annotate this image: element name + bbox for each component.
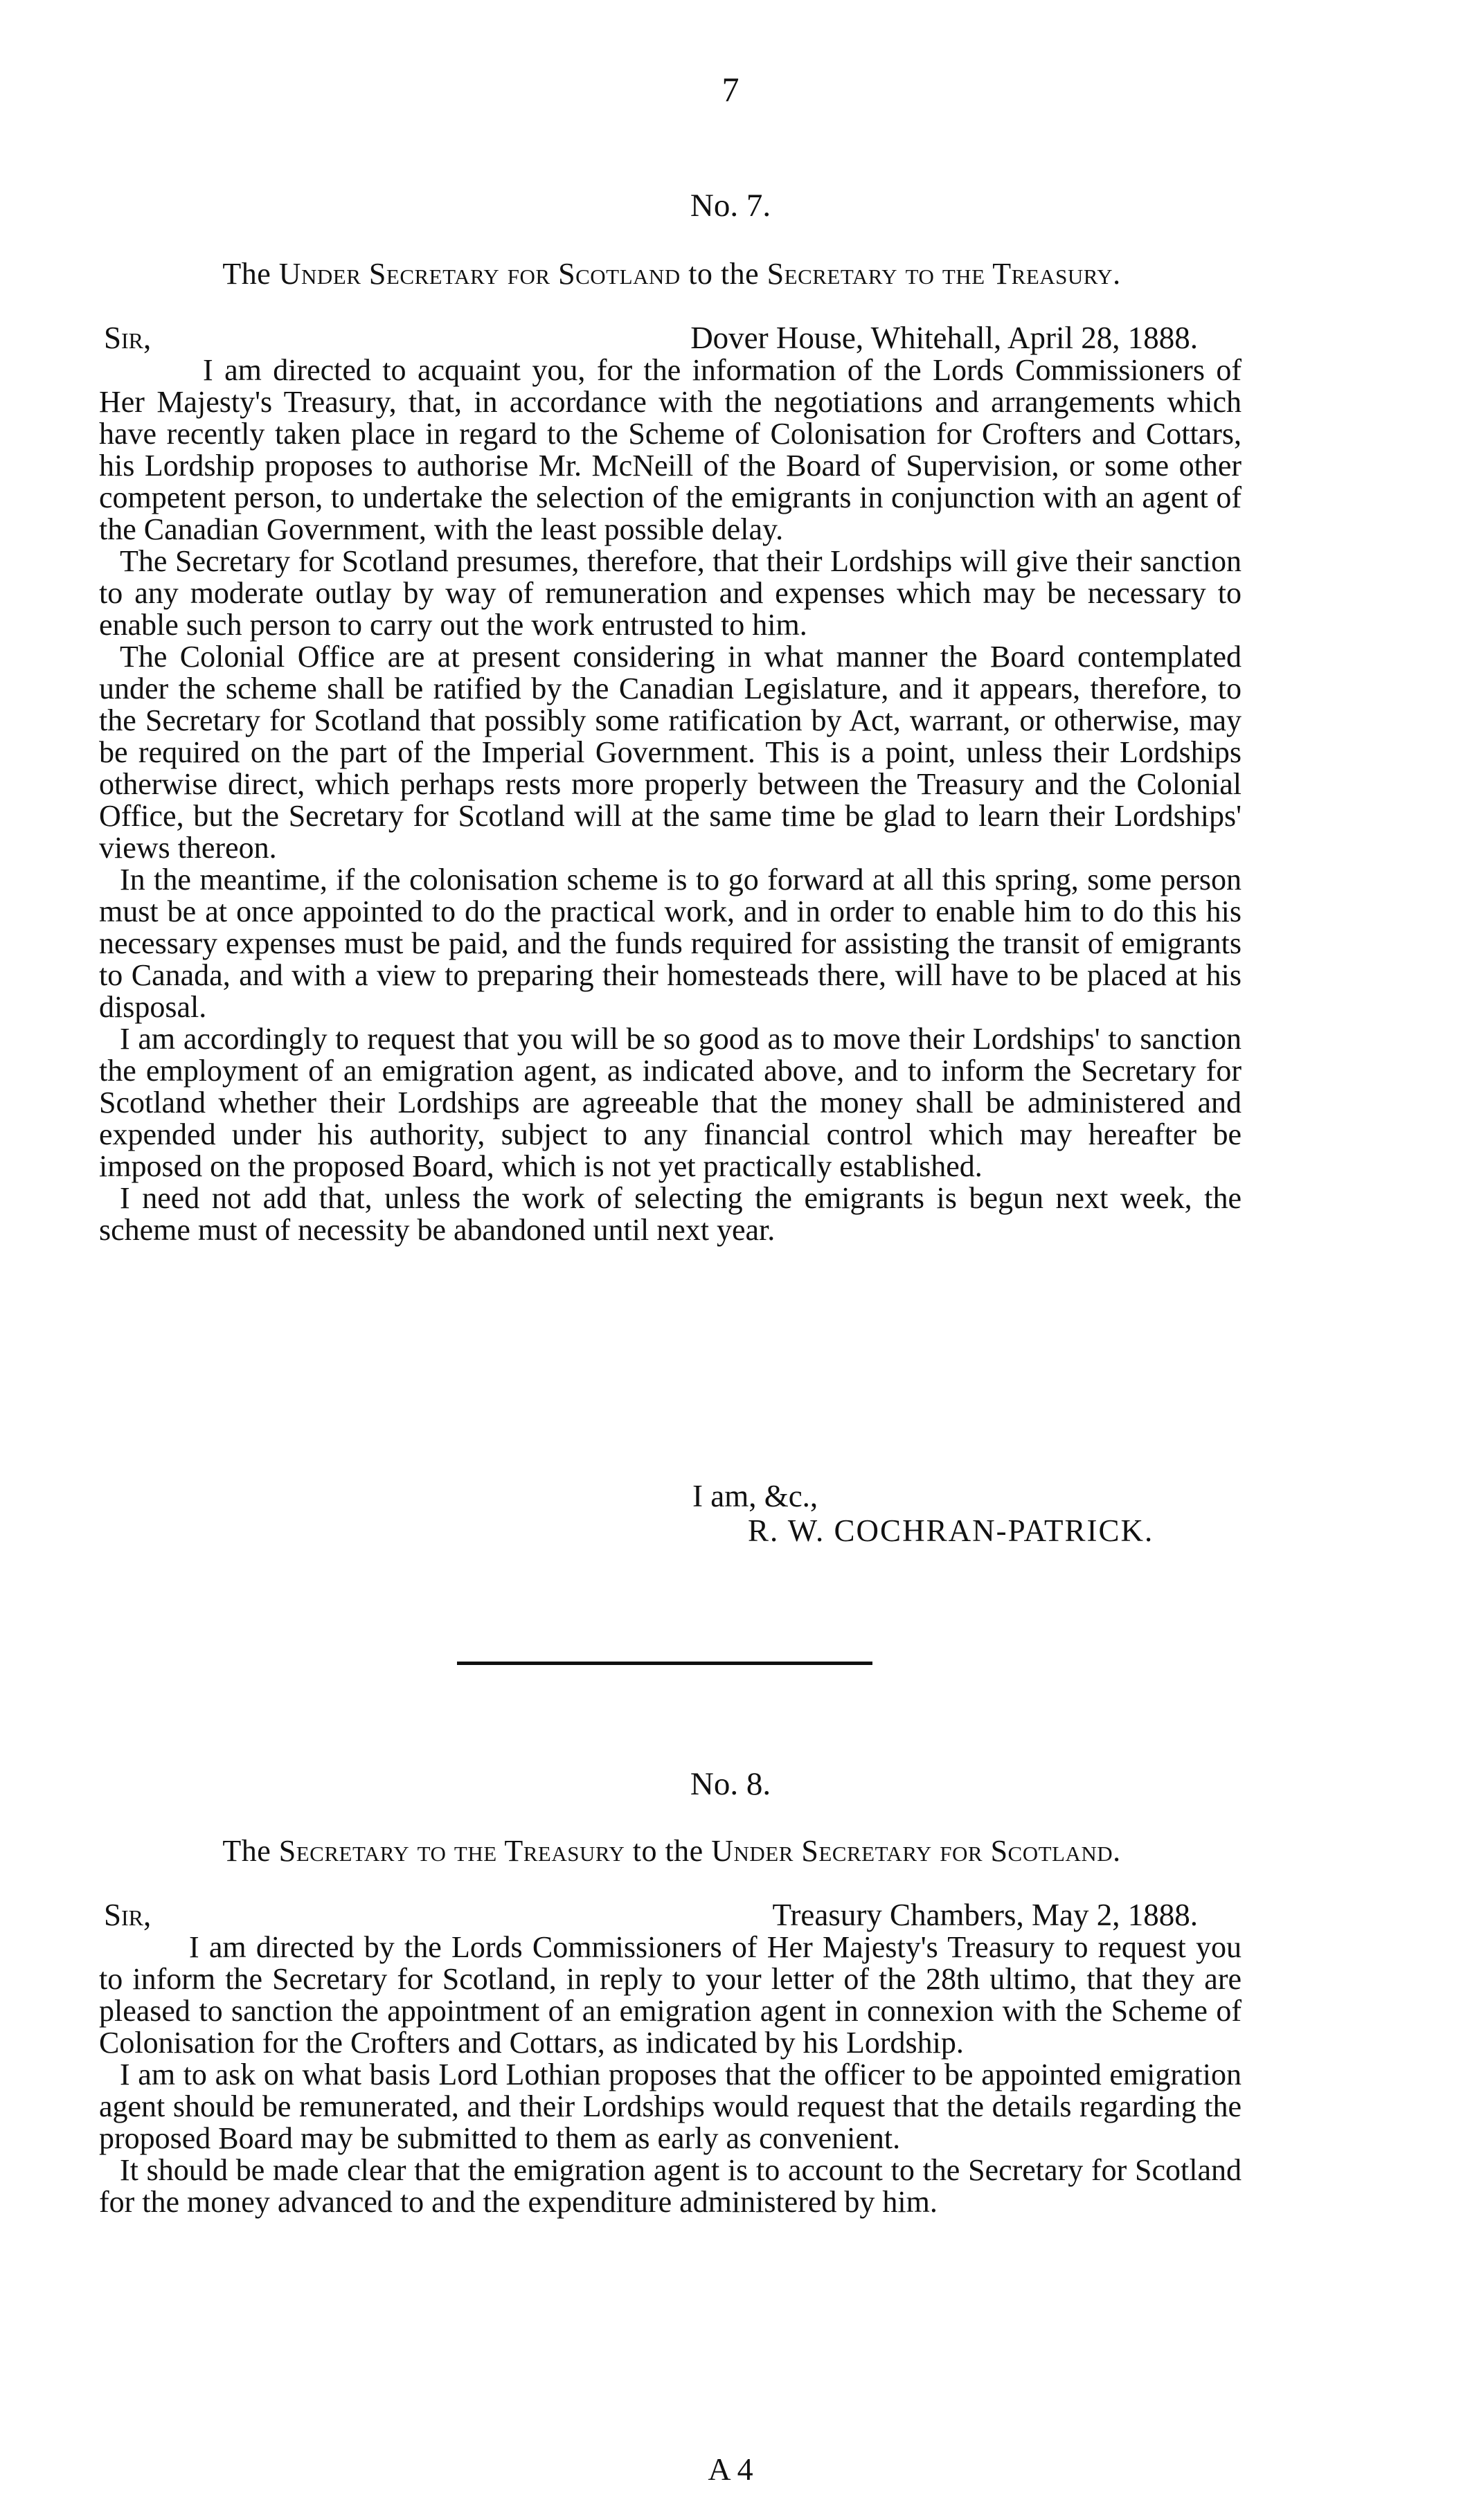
signature-mark: A 4 (708, 2451, 753, 2487)
heading-to: Secretary to the Treasury. (767, 257, 1121, 291)
heading-pre: The (222, 1834, 271, 1868)
dateline: Dover House, Whitehall, April 28, 1888. (690, 321, 1198, 355)
heading-to: Under Secretary for Scotland. (711, 1834, 1121, 1868)
page-number: 7 (721, 70, 740, 109)
salutation: Sir, (104, 1898, 152, 1932)
paragraph: It should be made clear that the emigration agent is to account to the Secretary for Scotland for the money advanced to and the expenditure administered by him. (99, 2153, 1242, 2219)
paragraph: I am directed by the Lords Commissioners of Her Majesty's Treasury to request you to inform the Secretary for Scotland, in reply to your letter of the 28th ultimo, that they are pleased to sanction the appointment of an emigration agent in connexion with the Scheme of Colonisation for the Crofters and Cottars, as indicated by his Lordship. (99, 1930, 1242, 2060)
section-divider (457, 1662, 872, 1665)
heading-mid: to the (688, 257, 760, 291)
heading-pre: The (222, 257, 271, 291)
paragraph: I am directed to acquaint you, for the information of the Lords Commissioners of Her Majesty's Treasury, that, in accordance with the negotiations and arrangements which have recently taken place in regard to the Scheme of Colonisation for Crofters and Cottars, his Lordship proposes to authorise Mr. McNeill of the Board of Supervision, or some other competent person, to undertake the selection of the emigrants in conjunction with an agent of the Canadian Government, with the least possible delay. (99, 353, 1242, 546)
letter-7-number: No. 7. (690, 188, 771, 224)
letter-7-body (99, 354, 1242, 1246)
letter-7-heading (104, 256, 1239, 291)
letter-8-body (99, 1932, 1242, 2218)
closing-phrase: I am, &c., (692, 1479, 818, 1513)
heading-from: Secretary to the Treasury (278, 1834, 625, 1868)
signature: R. W. COCHRAN-PATRICK. (748, 1513, 1154, 1548)
paragraph: The Colonial Office are at present considering in what manner the Board contemplated under the scheme shall be ratified by the Canadian Legislature, and it appears, therefore, to the Secretary for Scotland that possibly some ratification by Act, warrant, or otherwise, may be required on the part of the Imperial Government. This is a point, unless their Lordships otherwise direct, which perhaps rests more properly between the Treasury and the Colonial Office, but the Secretary for Scotland will at the same time be glad to learn their Lordships' views thereon. (99, 640, 1242, 865)
letter-8-heading (104, 1833, 1239, 1869)
paragraph: I am to ask on what basis Lord Lothian proposes that the officer to be appointed emigration agent should be remunerated, and their Lordships would request that the details regarding the proposed Board may be submitted to them as early as convenient. (99, 2058, 1242, 2155)
heading-from: Under Secretary for Scotland (278, 257, 681, 291)
paragraph: I need not add that, unless the work of selecting the emigrants is begun next week, the scheme must of necessity be abandoned until next year. (99, 1181, 1242, 1247)
salutation: Sir, (104, 321, 152, 355)
paragraph: The Secretary for Scotland presumes, therefore, that their Lordships will give their sanction to any moderate outlay by way of remuneration and expenses which may be necessary to enable such person to carry out the work entrusted to him. (99, 544, 1242, 642)
paragraph: In the meantime, if the colonisation scheme is to go forward at all this spring, some person must be at once appointed to do the practical work, and in order to enable him to do this his necessary expenses must be paid, and the funds required for assisting the transit of emigrants to Canada, and with a view to preparing their homesteads there, will have to be placed at his disposal. (99, 863, 1242, 1024)
paragraph: I am accordingly to request that you will be so good as to move their Lordships' to sanction the employment of an emigration agent, as indicated above, and to inform the Secretary for Scotland whether their Lordships are agreeable that the money shall be administered and expended under his authority, subject to any financial control which may hereafter be imposed on the proposed Board, which is not yet practically established. (99, 1022, 1242, 1183)
heading-mid: to the (632, 1834, 703, 1868)
dateline: Treasury Chambers, May 2, 1888. (772, 1898, 1198, 1932)
letter-8-number: No. 8. (690, 1766, 771, 1802)
